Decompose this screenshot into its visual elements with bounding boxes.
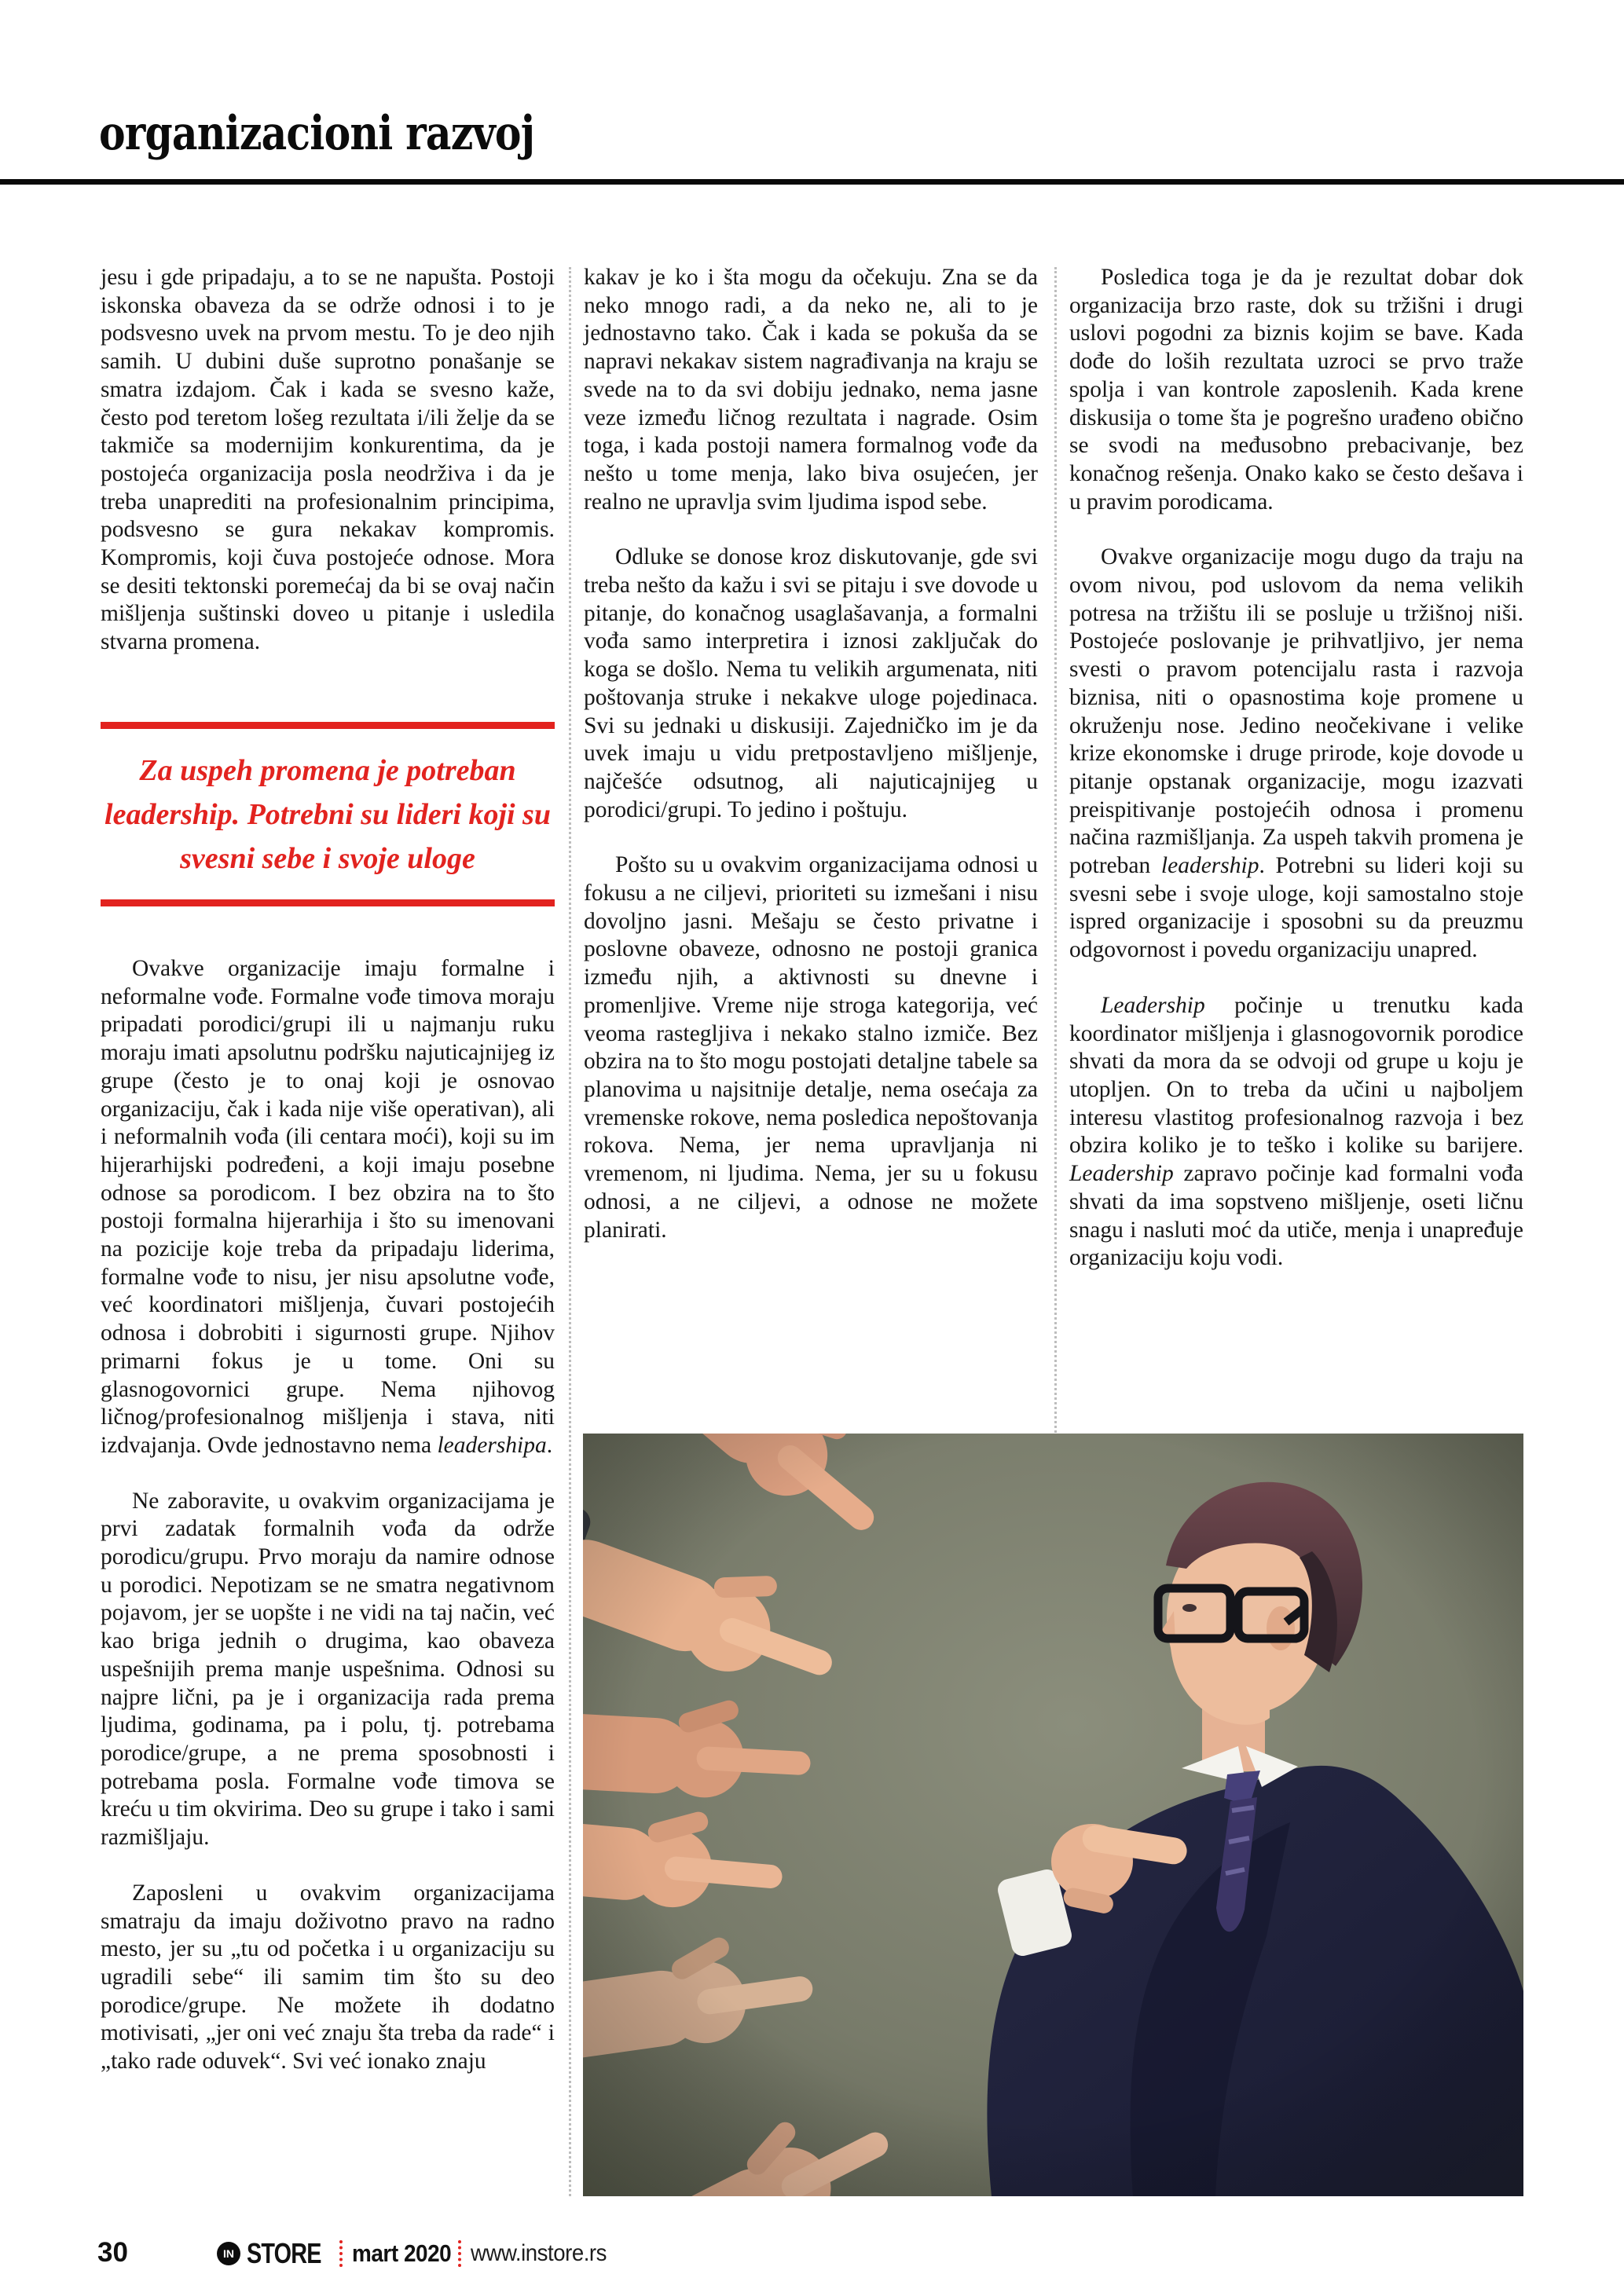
italic-text-run: leadership (1160, 853, 1259, 879)
italic-text-run: Leadership (1069, 1161, 1174, 1187)
paragraph (101, 955, 555, 1460)
pull-quote: Za uspeh promena je potreban leadership. Potrebni su lideri koji su svesni sebe i svoje uloge (101, 722, 555, 906)
photo-vignette (583, 1434, 1523, 2196)
text-run: Ovakve organizacije mogu dugo da traju na ovom nivou, pod uslovom da nema velikih potresa na tržištu ili se posluje u tržišnoj niši. Postojeće poslovanje je prihvatljivo, jer nema svesti o pravom potencijalu rasta i razvoja biznisa, niti o opasnostima koje promene u okruženju nose. Jedino neočekivane i velike krize ekonomske i druge prirode, koje dovode u pitanje opstanak organizacije, mogu izazvati preispitivanje postojećih odnosa i promenu načina razmišljanja. Za uspeh takvih promena je potreban (1069, 544, 1523, 879)
issue-date: mart 2020 (352, 2239, 452, 2267)
paragraph (1069, 264, 1523, 516)
column-1-bottom (101, 955, 555, 2076)
text-run: počinje u trenutku kada koordinator mišljenja i glasnogovornik porodice shvati da mora da se odvoji od grupe u koju je utopljen. On to treba da učini u najboljem interesu vlastitog profesionalnog razvoja i bez obzira koliko je to teško i kolike su barijere. (1069, 992, 1523, 1159)
text-run: jesu i gde pripadaju, a to se ne napušta. Postoji iskonska obaveza da se održe odnosi i to je podsvesno uvek na prvom mestu. To je deo njih samih. U dubini duše suprotno ponašanje se smatra izdajom. Čak i kada se svesno kaže, često pod teretom lošeg rezultata i/ili želje da se takmiče sa modernijim konkurentima, da je postojeća organizacija posla neodrživa i da je treba unaprediti na profesionalnim principima, podsvesno se gura nekakav kompromis. Kompromis, koji čuva postojeće odnose. Mora se desiti tektonski poremećaj da bi se ovaj način mišljenja suštinski doveo u pitanje i usledila stvarna promena. (101, 265, 555, 655)
text-run: Pošto su u ovakvim organizacijama odnosi u fokusu a ne ciljevi, prioriteti su izmešani i nisu dovoljno jasni. Mešaju se često privatne i poslovne obaveze, odnosno ne postoji granica između njih, a aktivnosti su dnevne i promenljive. Vreme nije stroga kategorija, već veoma rastegljiva i nekako stalno izmiče. Bez obzira na to što mogu postojati detaljne tabele sa planovima u najsitnije detalje, nema osećaja za vremenske rokove, nema posledica nepoštovanja rokova. Nema, jer nema upravljanja ni vremenom, ni ljudima. Nema, jer su u fokusu odnosi, a ne ciljevi, a odnose ne možete planirati. (584, 852, 1038, 1243)
footer-separator (458, 2240, 461, 2267)
header-rule (0, 179, 1624, 185)
page-title: organizacioni razvoj (99, 106, 535, 161)
paragraph (101, 264, 555, 657)
text-run: Odluke se donose kroz diskutovanje, gde svi treba nešto da kažu i svi se pitaju i sve dovode u pitanje, do konačnog usaglašavanja, a formalni vođa samo interpretira i iznosi zaključak do koga se došlo. Nema tu velikih argumenata, niti poštovanja struke i nekakve uloge pojedinaca. Svi su jednaki u diskusiji. Zajedničko im je da uvek imaju u vidu pretpostavljeno mišljenje, najčešće odsutnog, ali najuticajnijeg u porodici/grupi. To jedino i poštuju. (584, 544, 1038, 822)
column-2 (584, 264, 1038, 1244)
website-url: www.instore.rs (470, 2240, 607, 2266)
text-run: Ne zaboravite, u ovakvim organizacijama je prvi zadatak formalnih vođa da održe porodicu/grupu. Prvo moraju da namire odnose u porodici. Nepotizam se ne smatra negativnom pojavom, jer se uopšte i ne vidi na taj način, već kao briga jednih o drugima, kao obaveza uspešnijih prema manje uspešnima. Odnosi su najpre lični, pa je i organizacija rada prema ljudima, godinama, pa i polu, tj. potrebama porodice/grupe, a ne prema sposobnosti i potrebama posla. Formalne vođe timova se kreću u tim okvirima. Deo su grupe i tako i sami razmišljaju. (101, 1488, 555, 1851)
text-run: . (546, 1432, 553, 1458)
paragraph (584, 851, 1038, 1244)
photo-blame-pointing-man (583, 1434, 1523, 2196)
text-run: Ovakve organizacije imaju formalne i neformalne vođe. Formalne vođe timova moraju pripadati porodici/grupi ili u najmanju ruku moraju imati apsolutnu podršku najuticajnijeg iz grupe (često je to onaj koji je osnovao organizaciju, čak i kada nije više operativan), ali i neformalnih vođa (ili centara moći), koji su im hijerarhijski podređeni, a koji imaju posebne odnose sa porodicom. I bez obzira na to što postoji formalna hijerarhija i što su imenovani na pozicije koje treba da pripadaju liderima, formalne vođe to nisu, jer nisu apsolutne vođe, već koordinatori mišljenja, čuvari postojećih odnosa i dobrobiti i sigurnosti grupe. Njihov primarni fokus je u tome. Oni su glasnogovornici grupe. Nema njihovog ličnog/profesionalnog mišljenja i stava, niti izdvajanja. Ovde jednostavno nema (101, 956, 555, 1458)
footer-separator (339, 2240, 343, 2267)
paragraph (1069, 992, 1523, 1273)
paragraph (101, 1880, 555, 2076)
text-run: . Potrebni su lideri koji su svesni sebe i svoje uloge, koji samostalno stoje ispred organizacije i sposobni su da preuzmu odgovornost i povedu organizaciju unapred. (1069, 853, 1523, 963)
text-run: zapravo počinje kad formalni vođa shvati da ima sopstveno mišljenje, oseti ličnu snagu i nasluti moć da utiče, menja i unapređuje organizaciju koju vodi. (1069, 1161, 1523, 1271)
paragraph (584, 264, 1038, 516)
column-3 (1069, 264, 1523, 1273)
text-run: Posledica toga je da je rezultat dobar dok organizacija brzo raste, dok su tržišni i drugi uslovi pogodni za biznis kojim se bave. Kada dođe do loših rezultata uzroci se prvo traže spolja i van kontrole zaposlenih. Kada krene diskusija o tome šta je pogrešno urađeno obično se svodi na međusobno prebacivanje, bez konačnog rešenja. Onako kako se često dešava i u pravim porodicama. (1069, 265, 1523, 514)
paragraph (101, 1488, 555, 1852)
brand-name: STORE (247, 2237, 321, 2269)
page-number: 30 (97, 2237, 128, 2268)
column-1-top (101, 264, 555, 657)
paragraph (584, 544, 1038, 824)
column-separator (569, 267, 571, 2196)
italic-text-run: Leadership (1101, 992, 1205, 1018)
paragraph (1069, 544, 1523, 965)
instore-logo-icon: IN (217, 2242, 240, 2265)
text-run: Zaposleni u ovakvim organizacijama smatraju da imaju doživotno pravo na radno mesto, jer su „tu od početka i u organizaciju su ugradili sebe“ ili samim tim što su deo porodice/grupe. Ne možete ih dodatno motivisati, „jer oni već znaju šta treba da rade“ i „tako rade oduvek“. Svi već ionako znaju (101, 1880, 555, 2074)
footer (217, 2237, 618, 2270)
text-run: kakav je ko i šta mogu da očekuju. Zna se da neko mnogo radi, a da neko ne, ali to je jednostavno tako. Čak i kada se pokuša da se napravi nekakav sistem nagrađivanja na kraju se svede na to da svi dobiju jednako, nema jasne veze između ličnog rezultata i nagrade. Osim toga, i kada postoji namera formalnog vođe da nešto u tome menja, lako biva osujećen, jer realno ne upravlja svim ljudima ispod sebe. (584, 265, 1038, 514)
italic-text-run: leadershipa (437, 1432, 547, 1458)
